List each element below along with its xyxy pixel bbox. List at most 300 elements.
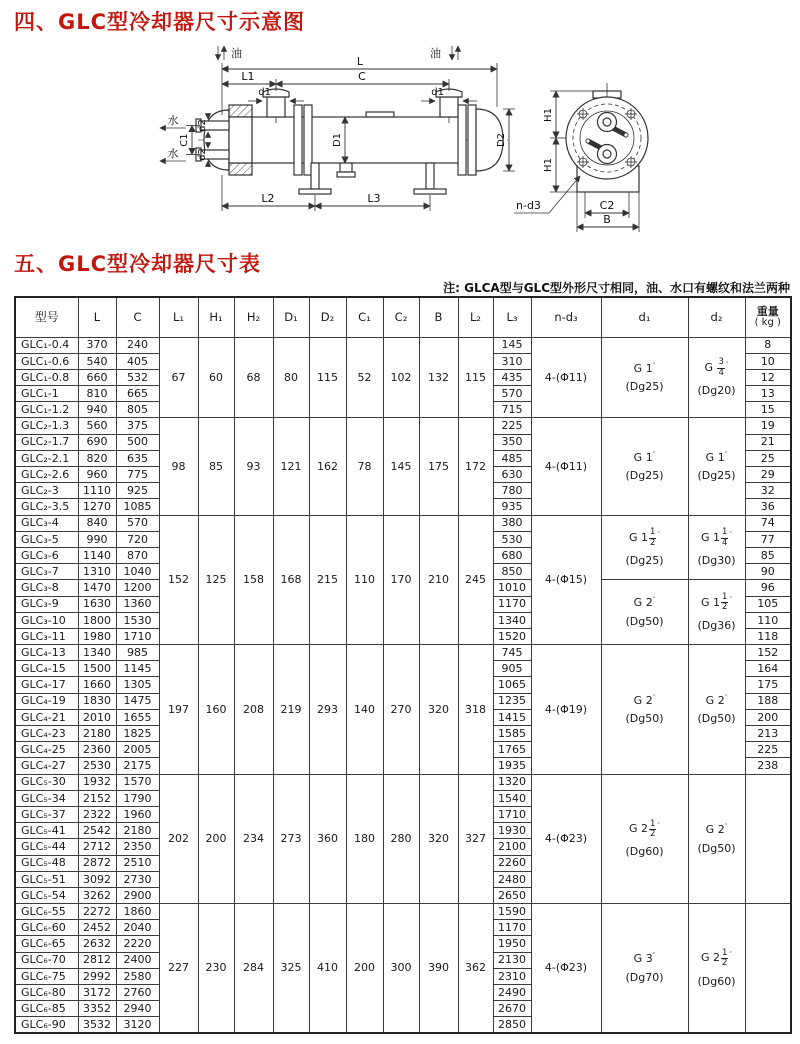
shared-H1-cell: 230: [198, 904, 234, 1034]
water-label: 水: [167, 114, 179, 127]
n-d3-cell: 4-(Φ23): [531, 904, 601, 1034]
weight-cell: 12: [745, 369, 791, 385]
dim-label-n-d3: n-d3: [516, 199, 541, 212]
L3-cell: 1540: [493, 790, 531, 806]
C-cell: 1530: [116, 612, 159, 628]
dim-label-D1: D1: [332, 132, 343, 148]
table-row: [15, 515, 791, 531]
port-spec: G 3″: [633, 951, 656, 966]
dim-label-L1: L1: [241, 70, 255, 83]
model-cell: GLC₅-48: [15, 855, 78, 871]
L3-cell: 435: [493, 369, 531, 385]
model-cell: GLC₁-0.8: [15, 369, 78, 385]
fraction: $\frac{1}{2}$: [649, 818, 656, 840]
C-cell: 925: [116, 483, 159, 499]
column-header: D₁: [273, 297, 309, 337]
model-cell: GLC₄-21: [15, 709, 78, 725]
model-cell: GLC₆-70: [15, 952, 78, 968]
L-cell: 1980: [78, 628, 116, 644]
water-label: 水: [167, 147, 179, 160]
port-spec: G 2″: [705, 822, 728, 837]
weight-cell: 19: [745, 418, 791, 434]
weight-cell: 10: [745, 353, 791, 369]
weight-cell: 13: [745, 386, 791, 402]
model-cell: GLC₂-3: [15, 483, 78, 499]
weight-cell: 238: [745, 758, 791, 774]
L3-cell: 1065: [493, 677, 531, 693]
column-header-weight: [745, 297, 791, 337]
C-cell: 570: [116, 515, 159, 531]
model-cell: GLC₂-1.7: [15, 434, 78, 450]
model-cell: GLC₃-9: [15, 596, 78, 612]
cooler-end-view: [566, 83, 648, 192]
model-cell: GLC₆-75: [15, 968, 78, 984]
C-cell: 985: [116, 645, 159, 661]
L3-cell: 2100: [493, 839, 531, 855]
L-cell: 2452: [78, 920, 116, 936]
port-spec: G 1 $\frac{1}{4}$ ″: [700, 527, 733, 548]
d2-cell: [688, 580, 745, 645]
weight-cell: 90: [745, 564, 791, 580]
port-spec: G 2″: [633, 595, 656, 610]
C-cell: 1790: [116, 790, 159, 806]
L-cell: 2992: [78, 968, 116, 984]
port-dg: (Dg50): [625, 615, 664, 629]
L-cell: 1470: [78, 580, 116, 596]
fraction: $\frac{1}{2}$: [721, 947, 728, 969]
L3-cell: 1170: [493, 596, 531, 612]
shared-D2-cell: 215: [309, 515, 346, 645]
model-cell: GLC₄-13: [15, 645, 78, 661]
C-cell: 375: [116, 418, 159, 434]
L-cell: 3262: [78, 887, 116, 903]
port-spec: G 1″: [633, 450, 656, 464]
weight-cell: 15: [745, 402, 791, 418]
model-cell: GLC₃-7: [15, 564, 78, 580]
d2-cell: [688, 904, 745, 1034]
column-header: L: [78, 297, 116, 337]
shared-C2-cell: 300: [383, 904, 419, 1034]
shared-H2-cell: 284: [234, 904, 273, 1034]
model-cell: GLC₄-25: [15, 742, 78, 758]
shared-B-cell: 320: [419, 774, 458, 904]
weight-cell: 152: [745, 645, 791, 661]
port-spec: G 1 $\frac{1}{2}$ ″: [628, 527, 661, 548]
L3-cell: 2130: [493, 952, 531, 968]
dim-label-B: B: [603, 213, 611, 226]
C-cell: 1960: [116, 806, 159, 822]
shared-H2-cell: 93: [234, 418, 273, 515]
dimension-table-wrap: [14, 296, 792, 1034]
column-header: C₁: [346, 297, 383, 337]
L-cell: 2272: [78, 904, 116, 920]
shared-D2-cell: 162: [309, 418, 346, 515]
C-cell: 805: [116, 402, 159, 418]
column-header: L₃: [493, 297, 531, 337]
C-cell: 1710: [116, 628, 159, 644]
L3-cell: 1930: [493, 823, 531, 839]
n-d3-cell: 4-(Φ11): [531, 337, 601, 418]
table-note: 注: GLCA型与GLC型外形尺寸相同，油、水口有螺纹和法兰两种: [443, 281, 790, 295]
C-cell: 2900: [116, 887, 159, 903]
column-header: B: [419, 297, 458, 337]
oil-label: 油: [231, 47, 242, 60]
port-dg: (Dg60): [697, 974, 736, 988]
L-cell: 820: [78, 450, 116, 466]
shared-C1-cell: 180: [346, 774, 383, 904]
weight-header-line1: 重量: [756, 305, 779, 319]
L3-cell: 1340: [493, 612, 531, 628]
model-cell: GLC₆-90: [15, 1017, 78, 1033]
shared-L1-cell: 197: [159, 645, 198, 775]
L-cell: 3092: [78, 871, 116, 887]
C-cell: 2180: [116, 823, 159, 839]
model-cell: GLC₅-37: [15, 806, 78, 822]
C-cell: 240: [116, 337, 159, 353]
shared-L1-cell: 67: [159, 337, 198, 418]
dim-label-C1: C1: [179, 133, 190, 147]
L-cell: 1830: [78, 693, 116, 709]
C-cell: 2730: [116, 871, 159, 887]
L-cell: 2712: [78, 839, 116, 855]
column-header: d₁: [601, 297, 688, 337]
model-cell: GLC₅-44: [15, 839, 78, 855]
C-cell: 665: [116, 386, 159, 402]
shared-H1-cell: 125: [198, 515, 234, 645]
model-cell: GLC₆-85: [15, 1001, 78, 1017]
L3-cell: 1585: [493, 726, 531, 742]
port-spec: G 1″: [705, 450, 728, 464]
model-cell: GLC₁-0.6: [15, 353, 78, 369]
model-cell: GLC₂-2.6: [15, 467, 78, 483]
shared-H2-cell: 68: [234, 337, 273, 418]
L-cell: 370: [78, 337, 116, 353]
column-header: H₂: [234, 297, 273, 337]
weight-cell: 36: [745, 499, 791, 515]
d2-cell: [688, 337, 745, 418]
L3-cell: 1710: [493, 806, 531, 822]
L-cell: 2632: [78, 936, 116, 952]
L3-cell: 2850: [493, 1017, 531, 1033]
L-cell: 540: [78, 353, 116, 369]
shared-D1-cell: 121: [273, 418, 309, 515]
port-spec: G $\frac{3}{4}$ ″: [704, 357, 729, 378]
weight-cell-empty: [745, 904, 791, 1034]
d2-cell: [688, 515, 745, 580]
cooler-diagram-svg: [0, 35, 800, 250]
dim-label-L: L: [356, 55, 364, 68]
table-row: [15, 418, 791, 434]
L-cell: 660: [78, 369, 116, 385]
C-cell: 775: [116, 467, 159, 483]
C-cell: 532: [116, 369, 159, 385]
weight-cell: 105: [745, 596, 791, 612]
C-cell: 1145: [116, 661, 159, 677]
C-cell: 2400: [116, 952, 159, 968]
L-cell: 1140: [78, 547, 116, 563]
L3-cell: 145: [493, 337, 531, 353]
port-spec: G 1 $\frac{1}{2}$ ″: [700, 592, 733, 613]
column-header: d₂: [688, 297, 745, 337]
L3-cell: 680: [493, 547, 531, 563]
dim-label-L2: L2: [261, 192, 275, 205]
dim-label-d2: d2: [197, 148, 208, 161]
model-cell: GLC₃-11: [15, 628, 78, 644]
shared-C2-cell: 270: [383, 645, 419, 775]
L3-cell: 380: [493, 515, 531, 531]
L-cell: 560: [78, 418, 116, 434]
L-cell: 1270: [78, 499, 116, 515]
model-cell: GLC₄-19: [15, 693, 78, 709]
shared-H2-cell: 208: [234, 645, 273, 775]
L-cell: 2152: [78, 790, 116, 806]
column-header: 型号: [15, 297, 78, 337]
table-row: [15, 774, 791, 790]
dim-label-H1: H1: [543, 158, 554, 172]
L3-cell: 2310: [493, 968, 531, 984]
L3-cell: 310: [493, 353, 531, 369]
L-cell: 2872: [78, 855, 116, 871]
C-cell: 1475: [116, 693, 159, 709]
port-spec: G 1″: [633, 361, 656, 375]
L3-cell: 935: [493, 499, 531, 515]
L-cell: 3352: [78, 1001, 116, 1017]
L3-cell: 1935: [493, 758, 531, 774]
weight-cell: 74: [745, 515, 791, 531]
shared-L2-cell: 115: [458, 337, 493, 418]
C-cell: 1570: [116, 774, 159, 790]
d2-cell: [688, 774, 745, 904]
n-d3-cell: 4-(Φ23): [531, 774, 601, 904]
dim-label-d2: d2: [197, 119, 208, 132]
weight-header-line2: ( kg ): [754, 316, 781, 328]
C-cell: 1825: [116, 726, 159, 742]
dim-label-L3: L3: [367, 192, 381, 205]
port-dg: (Dg70): [625, 970, 664, 984]
column-header: H₁: [198, 297, 234, 337]
shared-B-cell: 175: [419, 418, 458, 515]
C-cell: 2175: [116, 758, 159, 774]
model-cell: GLC₃-8: [15, 580, 78, 596]
L3-cell: 2490: [493, 985, 531, 1001]
L-cell: 1630: [78, 596, 116, 612]
port-dg: (Dg50): [697, 841, 736, 855]
shared-B-cell: 320: [419, 645, 458, 775]
L3-cell: 2480: [493, 871, 531, 887]
weight-cell: 96: [745, 580, 791, 596]
model-cell: GLC₃-10: [15, 612, 78, 628]
L-cell: 1800: [78, 612, 116, 628]
shared-H1-cell: 85: [198, 418, 234, 515]
shared-H1-cell: 60: [198, 337, 234, 418]
port-spec: G 2″: [705, 692, 728, 707]
C-cell: 1085: [116, 499, 159, 515]
model-cell: GLC₅-51: [15, 871, 78, 887]
C-cell: 2510: [116, 855, 159, 871]
L3-cell: 570: [493, 386, 531, 402]
fraction: $\frac{1}{2}$: [721, 592, 728, 613]
d2-cell: [688, 418, 745, 515]
L3-cell: 1320: [493, 774, 531, 790]
C-cell: 2760: [116, 985, 159, 1001]
L3-cell: 715: [493, 402, 531, 418]
shared-C1-cell: 78: [346, 418, 383, 515]
shared-D2-cell: 360: [309, 774, 346, 904]
model-cell: GLC₄-17: [15, 677, 78, 693]
model-cell: GLC₃-4: [15, 515, 78, 531]
n-d3-cell: 4-(Φ15): [531, 515, 601, 645]
L-cell: 840: [78, 515, 116, 531]
shared-C2-cell: 102: [383, 337, 419, 418]
L-cell: 3172: [78, 985, 116, 1001]
model-cell: GLC₆-65: [15, 936, 78, 952]
model-cell: GLC₁-1.2: [15, 402, 78, 418]
C-cell: 2220: [116, 936, 159, 952]
model-cell: GLC₆-55: [15, 904, 78, 920]
dim-label-H1: H1: [543, 108, 554, 122]
shared-D2-cell: 293: [309, 645, 346, 775]
L-cell: 1310: [78, 564, 116, 580]
d1-cell: [601, 904, 688, 1034]
weight-cell: 32: [745, 483, 791, 499]
weight-cell: 25: [745, 450, 791, 466]
L3-cell: 2260: [493, 855, 531, 871]
weight-cell: 110: [745, 612, 791, 628]
C-cell: 720: [116, 531, 159, 547]
shared-C1-cell: 110: [346, 515, 383, 645]
d1-cell: [601, 337, 688, 418]
column-header: L₁: [159, 297, 198, 337]
shared-B-cell: 132: [419, 337, 458, 418]
shared-L2-cell: 362: [458, 904, 493, 1034]
shared-L2-cell: 327: [458, 774, 493, 904]
L3-cell: 485: [493, 450, 531, 466]
model-cell: GLC₆-80: [15, 985, 78, 1001]
shared-C1-cell: 140: [346, 645, 383, 775]
L-cell: 2360: [78, 742, 116, 758]
port-dg: (Dg25): [625, 554, 664, 567]
L-cell: 1500: [78, 661, 116, 677]
C-cell: 3120: [116, 1017, 159, 1033]
C-cell: 2005: [116, 742, 159, 758]
oil-label: 油: [430, 47, 441, 60]
dimension-table: [14, 296, 792, 1034]
shared-D1-cell: 325: [273, 904, 309, 1034]
shared-H1-cell: 200: [198, 774, 234, 904]
L-cell: 3532: [78, 1017, 116, 1033]
C-cell: 1200: [116, 580, 159, 596]
L-cell: 2180: [78, 726, 116, 742]
L-cell: 2010: [78, 709, 116, 725]
column-header: n-d₃: [531, 297, 601, 337]
port-dg: (Dg30): [697, 554, 736, 567]
oil-flow-arrows-right: [430, 46, 458, 60]
fraction: $\frac{3}{4}$: [718, 357, 724, 378]
C-cell: 870: [116, 547, 159, 563]
shared-L2-cell: 245: [458, 515, 493, 645]
L-cell: 2530: [78, 758, 116, 774]
L3-cell: 2670: [493, 1001, 531, 1017]
weight-cell: 175: [745, 677, 791, 693]
shared-D2-cell: 115: [309, 337, 346, 418]
dim-label-D2: D2: [496, 132, 507, 148]
L3-cell: 1520: [493, 628, 531, 644]
C-cell: 2040: [116, 920, 159, 936]
port-spec: G 2 $\frac{1}{2}$ ″: [628, 818, 661, 840]
port-dg: (Dg25): [697, 469, 736, 483]
L3-cell: 1415: [493, 709, 531, 725]
weight-cell: 213: [745, 726, 791, 742]
cooler-dimension-diagram: [0, 35, 800, 250]
model-cell: GLC₄-15: [15, 661, 78, 677]
model-cell: GLC₃-6: [15, 547, 78, 563]
L3-cell: 1590: [493, 904, 531, 920]
model-cell: GLC₂-2.1: [15, 450, 78, 466]
shared-C2-cell: 170: [383, 515, 419, 645]
fraction: $\frac{1}{2}$: [649, 527, 656, 548]
n-d3-cell: 4-(Φ19): [531, 645, 601, 775]
d1-cell: [601, 515, 688, 580]
model-cell: GLC₄-27: [15, 758, 78, 774]
table-header: [15, 297, 791, 337]
C-cell: 405: [116, 353, 159, 369]
shared-C2-cell: 145: [383, 418, 419, 515]
weight-cell: 21: [745, 434, 791, 450]
L-cell: 810: [78, 386, 116, 402]
C-cell: 2940: [116, 1001, 159, 1017]
model-cell: GLC₆-60: [15, 920, 78, 936]
shared-D2-cell: 410: [309, 904, 346, 1034]
shared-H1-cell: 160: [198, 645, 234, 775]
model-cell: GLC₅-54: [15, 887, 78, 903]
port-dg: (Dg50): [625, 712, 664, 726]
L-cell: 990: [78, 531, 116, 547]
table-row: [15, 645, 791, 661]
section5-title: 五、GLC型冷却器尺寸表: [14, 252, 262, 276]
weight-cell: 29: [745, 467, 791, 483]
shared-D1-cell: 80: [273, 337, 309, 418]
table-row: [15, 337, 791, 353]
dim-label-C: C: [358, 70, 366, 83]
L3-cell: 905: [493, 661, 531, 677]
L3-cell: 850: [493, 564, 531, 580]
model-cell: GLC₄-23: [15, 726, 78, 742]
model-cell: GLC₅-41: [15, 823, 78, 839]
L-cell: 1932: [78, 774, 116, 790]
model-cell: GLC₅-34: [15, 790, 78, 806]
section4-title: 四、GLC型冷却器尺寸示意图: [14, 10, 306, 34]
weight-cell: 164: [745, 661, 791, 677]
weight-cell: 225: [745, 742, 791, 758]
L3-cell: 1010: [493, 580, 531, 596]
d1-cell: [601, 774, 688, 904]
L-cell: 1660: [78, 677, 116, 693]
n-d3-cell: 4-(Φ11): [531, 418, 601, 515]
shared-H2-cell: 234: [234, 774, 273, 904]
column-header: D₂: [309, 297, 346, 337]
L3-cell: 1950: [493, 936, 531, 952]
weight-cell: 118: [745, 628, 791, 644]
shared-B-cell: 390: [419, 904, 458, 1034]
L-cell: 690: [78, 434, 116, 450]
L3-cell: 225: [493, 418, 531, 434]
column-header: C₂: [383, 297, 419, 337]
model-cell: GLC₁-1: [15, 386, 78, 402]
shared-L2-cell: 318: [458, 645, 493, 775]
shared-C1-cell: 52: [346, 337, 383, 418]
shared-D1-cell: 273: [273, 774, 309, 904]
table-row: [15, 904, 791, 920]
